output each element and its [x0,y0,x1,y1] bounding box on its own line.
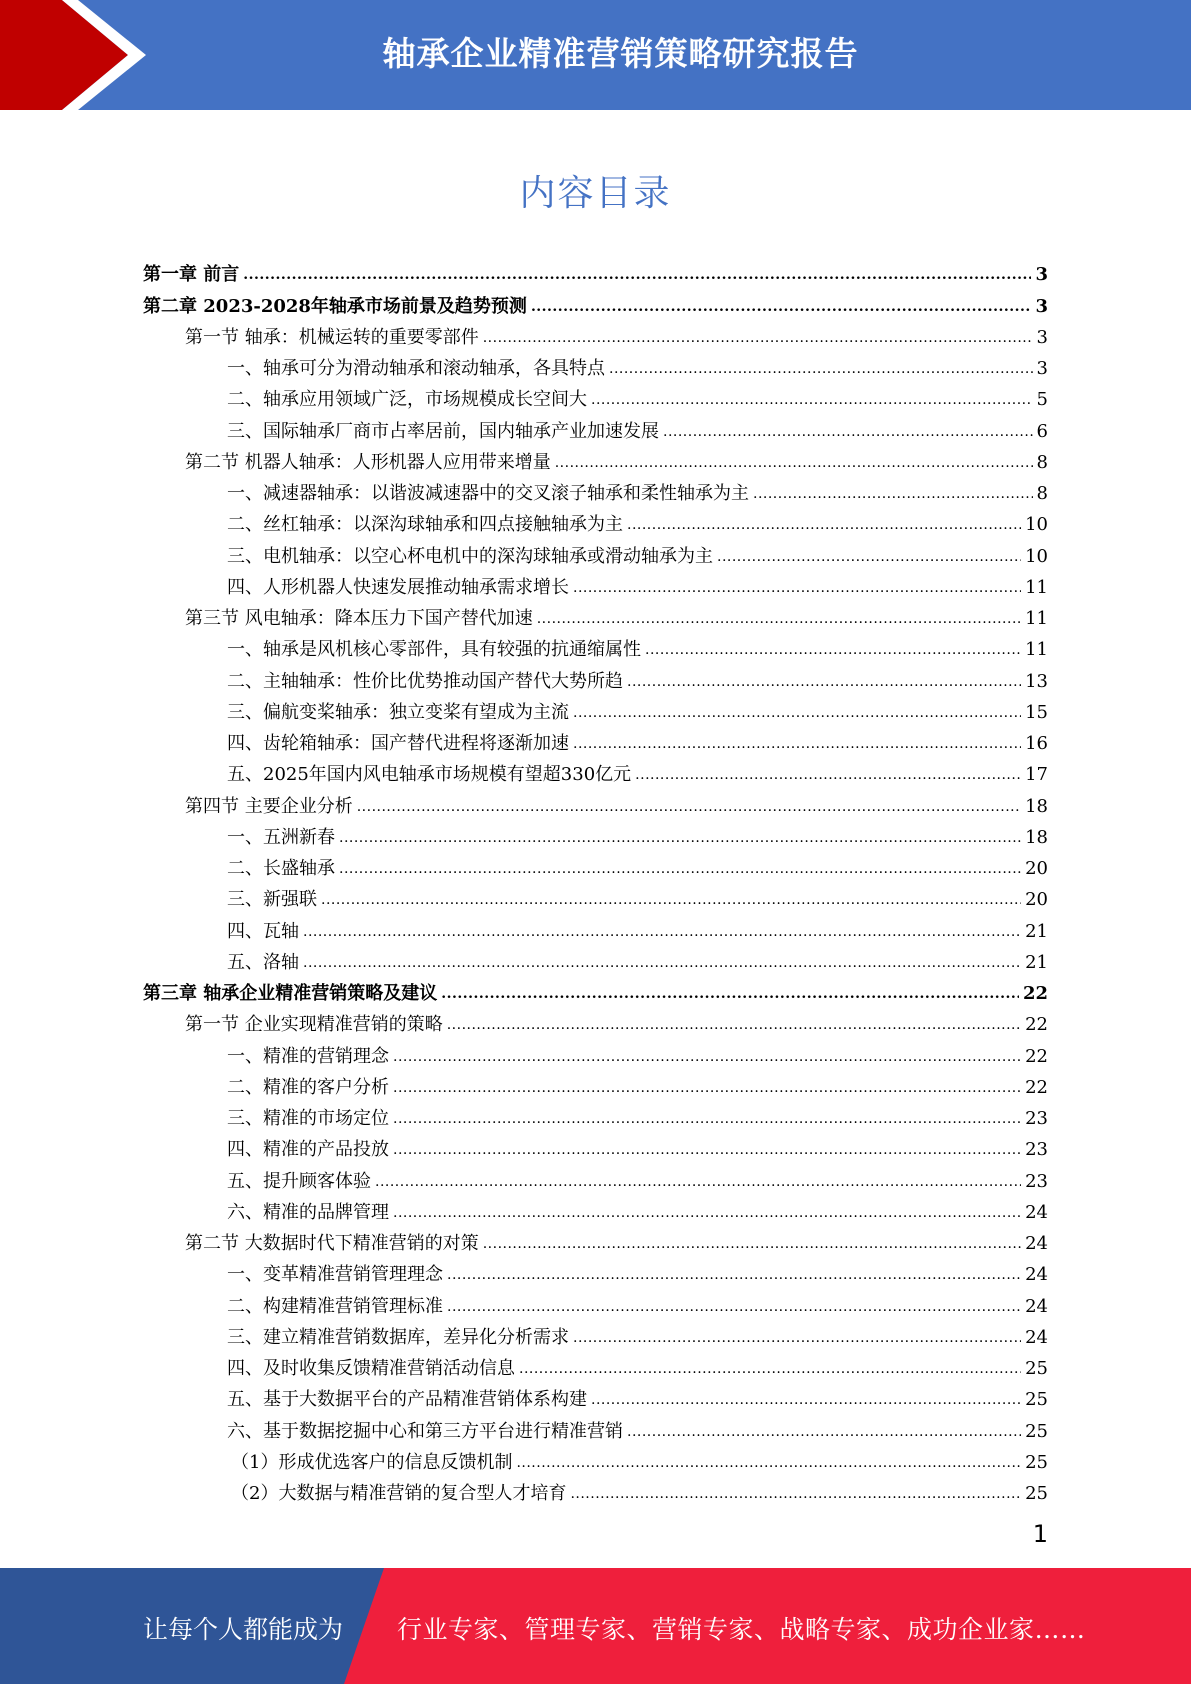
toc-heading: 内容目录 [519,173,672,214]
toc-entry[interactable] [143,443,1048,474]
toc-entry[interactable] [143,1443,1048,1474]
toc-entry-title: 一、五洲新春 [227,826,335,848]
toc-entry-page: 18 [1025,826,1048,848]
toc-entry[interactable] [143,1474,1048,1505]
toc-dot-leader [591,389,1033,411]
toc-entry-title: 第一节 轴承：机械运转的重要零部件 [185,326,479,348]
toc-entry-page: 13 [1025,670,1048,692]
toc-entry-title: 三、精准的市场定位 [227,1108,389,1129]
footer-slogan-right: 行业专家、管理专家、营销专家、战略专家、成功企业家…… [397,1615,1086,1644]
footer-slogan-left: 让每个人都能成为 [143,1615,344,1644]
toc-entry-page: 22 [1022,983,1048,1004]
toc-entry[interactable] [143,1286,1048,1317]
toc-entry[interactable] [143,318,1048,349]
toc-entry[interactable] [143,599,1048,630]
toc-entry-title: 三、电机轴承：以空心杯电机中的深沟球轴承或滑动轴承为主 [227,545,713,567]
toc-dot-leader [531,296,1032,318]
toc-entry-page: 24 [1025,1264,1048,1286]
toc-entry[interactable] [143,1130,1048,1161]
toc-entry[interactable] [143,505,1048,536]
toc-dot-leader [570,1483,1021,1505]
toc-entry-page: 20 [1025,889,1048,911]
toc-entry-title: 六、精准的品牌管理 [227,1201,389,1223]
toc-entry-title: 第二章 2023-2028年轴承市场前景及趋势预测 [143,295,527,317]
toc-entry-page: 23 [1025,1108,1048,1129]
toc-entry-title: 二、轴承应用领域广泛，市场规模成长空间大 [227,389,587,411]
toc-entry-title: 二、主轴轴承：性价比优势推动国产替代大势所趋 [227,670,623,692]
toc-entry-page: 17 [1025,764,1048,786]
toc-dot-leader [663,421,1033,443]
toc-dot-leader [519,1358,1021,1380]
toc-entry-page: 25 [1025,1389,1048,1411]
toc-entry-page: 11 [1025,639,1048,661]
toc-entry-page: 18 [1025,795,1048,817]
toc-dot-leader [441,983,1019,1005]
toc-dot-leader [339,827,1021,849]
toc-entry-page: 24 [1025,1201,1048,1223]
toc-entry-title: 四、齿轮箱轴承：国产替代进程将逐渐加速 [227,733,569,754]
toc-dot-leader [339,858,1021,880]
toc-entry[interactable] [143,255,1048,286]
toc-dot-leader [573,577,1021,599]
toc-entry-title: 一、减速器轴承：以谐波减速器中的交叉滚子轴承和柔性轴承为主 [227,483,749,504]
toc-entry-page: 24 [1025,1295,1048,1317]
toc-entry-page: 22 [1025,1045,1048,1067]
toc-dot-leader [537,608,1021,630]
toc-entry-page: 8 [1036,483,1048,504]
toc-entry[interactable] [143,1005,1048,1036]
toc-dot-leader [573,1327,1021,1349]
toc-entry-page: 24 [1025,1326,1048,1348]
toc-entry-title: 三、建立精准营销数据库，差异化分析需求 [227,1326,569,1348]
toc-entry-title: 一、轴承可分为滑动轴承和滚动轴承，各具特点 [227,358,605,379]
toc-entry-title: 四、人形机器人快速发展推动轴承需求增长 [227,576,569,598]
toc-entry-page: 23 [1025,1170,1048,1192]
toc-entry-page: 8 [1036,451,1048,473]
toc-entry[interactable] [143,724,1048,755]
toc-dot-leader [483,1233,1021,1255]
toc-entry[interactable] [143,474,1048,505]
toc-dot-leader [609,358,1033,380]
toc-entry-title: 第一章 前言 [143,264,240,286]
toc-dot-leader [627,1421,1021,1443]
header-banner [0,0,1191,110]
toc-entry[interactable] [143,411,1048,442]
toc-entry[interactable] [143,1193,1048,1224]
toc-entry[interactable] [143,661,1048,692]
page-number: 1 [1032,1520,1048,1548]
toc-entry[interactable] [143,974,1048,1005]
toc-entry-page: 15 [1025,701,1048,723]
toc-entry-page: 22 [1025,1076,1048,1098]
toc-entry-title: 第一节 企业实现精准营销的策略 [185,1014,443,1036]
toc-entry-page: 3 [1036,326,1048,348]
toc-entry-page: 25 [1025,1483,1048,1504]
toc-entry[interactable] [143,1318,1048,1349]
toc-entry-page: 3 [1036,358,1048,379]
toc-entry-page: 3 [1035,295,1048,317]
toc-entry-title: 第三节 风电轴承：降本压力下国产替代加速 [185,608,533,629]
toc-entry-title: 四、及时收集反馈精准营销活动信息 [227,1358,515,1379]
toc-entry-title: 一、精准的营销理念 [227,1045,389,1067]
toc-entry[interactable] [143,536,1048,567]
toc-dot-leader [447,1296,1021,1318]
toc-entry[interactable] [143,1224,1048,1255]
toc-entry-title: 二、丝杠轴承：以深沟球轴承和四点接触轴承为主 [227,514,623,536]
toc-entry[interactable] [143,849,1048,880]
toc-dot-leader [635,764,1021,786]
toc-entry-page: 5 [1036,389,1048,411]
toc-entry-page: 10 [1025,514,1048,536]
toc-entry-title: 五、洛轴 [227,951,299,973]
toc-entry[interactable] [143,1036,1048,1067]
toc-entry-page: 6 [1036,420,1048,442]
toc-entry-title: 一、变革精准营销管理理念 [227,1264,443,1286]
toc-dot-leader [393,1139,1021,1161]
toc-entry[interactable] [143,1161,1048,1192]
toc-entry-title: 三、国际轴承厂商市占率居前，国内轴承产业加速发展 [227,420,659,442]
toc-dot-leader [573,702,1021,724]
toc-dot-leader [303,952,1021,974]
toc-dot-leader [393,1202,1021,1224]
toc-entry-page: 10 [1025,545,1048,567]
toc-entry[interactable] [143,1255,1048,1286]
toc-entry-title: 五、2025年国内风电轴承市场规模有望超330亿元 [227,764,632,786]
toc-dot-leader [303,921,1021,943]
toc-entry-title: 五、基于大数据平台的产品精准营销体系构建 [227,1389,587,1411]
toc-entry-page: 16 [1025,733,1048,754]
toc-entry-page: 21 [1025,920,1048,942]
toc-entry-page: 11 [1025,608,1048,629]
toc-dot-leader [753,483,1033,505]
toc-entry-title: 六、基于数据挖掘中心和第三方平台进行精准营销 [227,1420,623,1442]
toc-dot-leader [516,1452,1021,1474]
toc-entry-page: 25 [1025,1358,1048,1379]
toc-entry-page: 21 [1025,951,1048,973]
toc-entry-title: 第四节 主要企业分析 [185,795,353,817]
toc-entry[interactable] [143,1411,1048,1442]
toc-dot-leader [357,796,1021,818]
toc-dot-leader [243,264,1031,286]
toc-dot-leader [483,327,1033,349]
toc-dot-leader [393,1077,1021,1099]
toc-entry[interactable] [143,380,1048,411]
toc-entry-title: 五、提升顾客体验 [227,1170,371,1192]
toc-dot-leader [645,639,1021,661]
toc-entry-title: 二、精准的客户分析 [227,1076,389,1098]
toc-entry[interactable] [143,693,1048,724]
toc-entry-title: （2）大数据与精准营销的复合型人才培育 [231,1483,567,1504]
toc-entry[interactable] [143,1068,1048,1099]
toc-entry[interactable] [143,1349,1048,1380]
toc-dot-leader [393,1046,1021,1068]
toc-entry-title: 第三章 轴承企业精准营销策略及建议 [143,983,438,1004]
toc-dot-leader [375,1171,1021,1193]
toc-entry[interactable] [143,568,1048,599]
toc-entry-page: 20 [1025,858,1048,879]
toc-entry[interactable] [143,755,1048,786]
toc-dot-leader [321,889,1021,911]
toc-dot-leader [591,1389,1021,1411]
toc-entry-title: （1）形成优选客户的信息反馈机制 [231,1451,513,1473]
toc-dot-leader [717,546,1021,568]
toc-dot-leader [627,514,1021,536]
toc-entry-page: 22 [1025,1014,1048,1036]
toc-entry[interactable] [143,880,1048,911]
footer-banner [0,1568,1191,1684]
toc-entry-page: 3 [1035,264,1048,286]
toc-entry-page: 25 [1025,1420,1048,1442]
toc-dot-leader [573,733,1021,755]
toc-entry[interactable] [143,818,1048,849]
toc-entry-title: 二、构建精准营销管理标准 [227,1295,443,1317]
toc-entry[interactable] [143,943,1048,974]
toc-dot-leader [447,1264,1021,1286]
toc-entry-page: 25 [1025,1451,1048,1473]
table-of-contents [143,255,1048,1505]
toc-entry-title: 四、精准的产品投放 [227,1139,389,1161]
toc-entry[interactable] [143,1099,1048,1130]
toc-entry-page: 11 [1025,576,1048,598]
toc-entry-title: 第二节 大数据时代下精准营销的对策 [185,1233,479,1254]
toc-entry[interactable] [143,786,1048,817]
toc-entry-page: 23 [1025,1139,1048,1161]
toc-entry-title: 四、瓦轴 [227,920,299,942]
toc-entry-page: 24 [1025,1233,1048,1254]
toc-dot-leader [447,1014,1021,1036]
toc-dot-leader [393,1108,1021,1130]
toc-dot-leader [555,452,1033,474]
toc-entry[interactable] [143,286,1048,317]
toc-entry[interactable] [143,349,1048,380]
toc-entry[interactable] [143,911,1048,942]
toc-entry-title: 三、新强联 [227,889,317,911]
toc-dot-leader [627,671,1021,693]
toc-entry[interactable] [143,1380,1048,1411]
toc-entry-title: 三、偏航变桨轴承：独立变桨有望成为主流 [227,701,569,723]
toc-entry-title: 一、轴承是风机核心零部件，具有较强的抗通缩属性 [227,639,641,661]
report-title: 轴承企业精准营销策略研究报告 [382,34,859,73]
toc-entry-title: 第二节 机器人轴承：人形机器人应用带来增量 [185,451,551,473]
toc-entry[interactable] [143,630,1048,661]
toc-entry-title: 二、长盛轴承 [227,858,335,879]
